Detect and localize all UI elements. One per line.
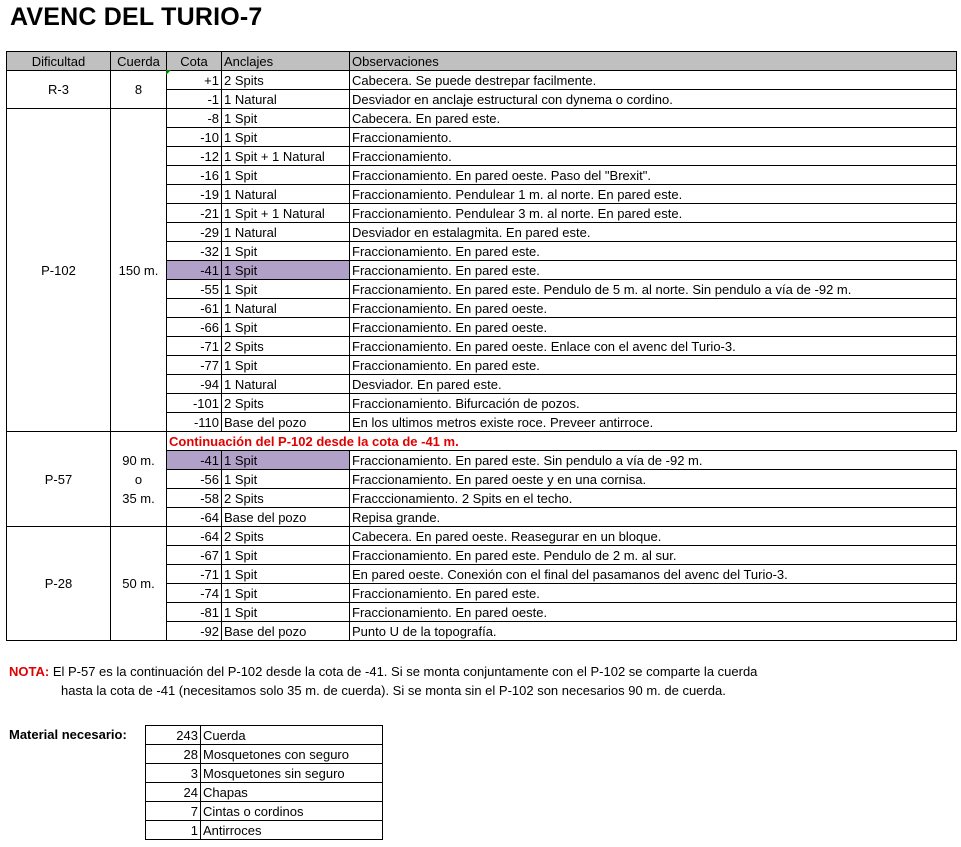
observaciones-cell: En los ultimos metros existe roce. Preveer antirroce. xyxy=(350,413,957,432)
material-row xyxy=(146,802,383,821)
anclajes-cell: 1 Natural xyxy=(222,90,350,109)
material-name: Cintas o cordinos xyxy=(201,802,383,821)
anclajes-cell: 1 Spit xyxy=(222,565,350,584)
cota-cell: -1 xyxy=(167,90,222,109)
header-cuerda: Cuerda xyxy=(111,52,167,71)
observaciones-cell: Cabecera. En pared oeste. Reasegurar en un bloque. xyxy=(350,527,957,546)
anclajes-cell: 1 Natural xyxy=(222,185,350,204)
cota-cell: -16 xyxy=(167,166,222,185)
cota-cell: -58 xyxy=(167,489,222,508)
material-row xyxy=(146,745,383,764)
cota-cell: -8 xyxy=(167,109,222,128)
cuerda-cell xyxy=(111,71,167,109)
cota-cell: -56 xyxy=(167,470,222,489)
material-table xyxy=(145,725,383,840)
note-block xyxy=(9,662,757,700)
observaciones-cell: Fraccionamiento. En pared este. Pendulo de 2 m. al sur. xyxy=(350,546,957,565)
header-cota: Cota xyxy=(167,52,222,71)
anclajes-cell: 1 Spit xyxy=(222,451,350,470)
observaciones-cell: Fraccionamiento. xyxy=(350,128,957,147)
observaciones-cell: Fraccionamiento. En pared este. xyxy=(350,584,957,603)
rigging-table xyxy=(6,51,957,641)
observaciones-cell: Cabecera. En pared este. xyxy=(350,109,957,128)
cuerda-cell xyxy=(111,109,167,432)
table-row xyxy=(7,109,957,128)
header-anclajes: Anclajes xyxy=(222,52,350,71)
observaciones-cell: En pared oeste. Conexión con el final del pasamanos del avenc del Turio-3. xyxy=(350,565,957,584)
cota-cell: -71 xyxy=(167,337,222,356)
cota-cell: -41 xyxy=(167,261,222,280)
observaciones-cell: Repisa grande. xyxy=(350,508,957,527)
material-row xyxy=(146,726,383,745)
anclajes-cell: 2 Spits xyxy=(222,489,350,508)
cota-cell: -67 xyxy=(167,546,222,565)
anclajes-cell: Base del pozo xyxy=(222,413,350,432)
material-label: Material necesario: xyxy=(9,727,127,742)
observaciones-cell: Cabecera. Se puede destrepar facilmente. xyxy=(350,71,957,90)
observaciones-cell: Fraccionamiento. Pendulear 3 m. al norte. En pared este. xyxy=(350,204,957,223)
observaciones-cell: Fraccionamiento. Pendulear 1 m. al norte. En pared este. xyxy=(350,185,957,204)
cell-comment-marker xyxy=(166,70,171,75)
note-label: NOTA: xyxy=(9,664,50,679)
anclajes-cell: 1 Spit xyxy=(222,470,350,489)
cota-cell: -81 xyxy=(167,603,222,622)
observaciones-cell: Fraccionamiento. En pared oeste. xyxy=(350,603,957,622)
observaciones-cell: Fraccionamiento. xyxy=(350,147,957,166)
cuerda-value: o xyxy=(134,471,143,487)
cota-cell: -101 xyxy=(167,394,222,413)
cuerda-cell xyxy=(111,432,167,527)
cota-cell: -29 xyxy=(167,223,222,242)
dificultad-cell: P-28 xyxy=(7,527,111,641)
dificultad-cell: P-102 xyxy=(7,109,111,432)
cota-cell: -10 xyxy=(167,128,222,147)
observaciones-cell: Fraccionamiento. En pared oeste. Paso del "Brexit". xyxy=(350,166,957,185)
cota-cell: -64 xyxy=(167,527,222,546)
observaciones-cell: Fraccionamiento. En pared este. xyxy=(350,356,957,375)
cuerda-value: 8 xyxy=(134,82,143,97)
anclajes-cell: 2 Spits xyxy=(222,394,350,413)
anclajes-cell: 2 Spits xyxy=(222,527,350,546)
observaciones-cell: Fraccionamiento. En pared oeste y en una cornisa. xyxy=(350,470,957,489)
observaciones-cell: Desviador. En pared este. xyxy=(350,375,957,394)
dificultad-cell: R-3 xyxy=(7,71,111,109)
anclajes-cell: 1 Natural xyxy=(222,223,350,242)
header-observaciones: Observaciones xyxy=(350,52,957,71)
cota-cell: -12 xyxy=(167,147,222,166)
material-row xyxy=(146,764,383,783)
anclajes-cell: 2 Spits xyxy=(222,337,350,356)
material-qty: 7 xyxy=(146,802,201,821)
continuation-note: Continuación del P-102 desde la cota de -41 m. xyxy=(167,432,957,451)
material-name: Cuerda xyxy=(201,726,383,745)
material-name: Mosquetones con seguro xyxy=(201,745,383,764)
cota-cell: -71 xyxy=(167,565,222,584)
anclajes-cell: 1 Spit xyxy=(222,356,350,375)
cuerda-value: 50 m. xyxy=(122,576,155,591)
cota-cell: -92 xyxy=(167,622,222,641)
anclajes-cell: 1 Spit xyxy=(222,603,350,622)
table-row xyxy=(7,71,957,90)
cota-cell: -32 xyxy=(167,242,222,261)
cota-cell: -94 xyxy=(167,375,222,394)
observaciones-cell: Fraccionamiento. Bifurcación de pozos. xyxy=(350,394,957,413)
note-line-1: El P-57 es la continuación del P-102 desde la cota de -41. Si se monta conjuntamente con el P-102 se comparte la cuerda xyxy=(49,664,758,679)
continuation-row xyxy=(7,432,957,451)
observaciones-cell: Fraccionamiento. En pared este. xyxy=(350,242,957,261)
table-header-row xyxy=(7,52,957,71)
cuerda-value: 150 m. xyxy=(118,262,159,278)
material-qty: 28 xyxy=(146,745,201,764)
material-body xyxy=(146,726,383,840)
material-row xyxy=(146,821,383,840)
cota-cell: -66 xyxy=(167,318,222,337)
material-name: Mosquetones sin seguro xyxy=(201,764,383,783)
material-qty: 24 xyxy=(146,783,201,802)
cota-cell: -19 xyxy=(167,185,222,204)
material-row xyxy=(146,783,383,802)
observaciones-cell: Fraccionamiento. En pared oeste. xyxy=(350,299,957,318)
anclajes-cell: 1 Spit xyxy=(222,166,350,185)
anclajes-cell: 1 Spit xyxy=(222,261,350,280)
cota-cell: -64 xyxy=(167,508,222,527)
dificultad-cell: P-57 xyxy=(7,432,111,527)
material-qty: 243 xyxy=(146,726,201,745)
note-line-2: hasta la cota de -41 (necesitamos solo 35 m. de cuerda). Si se monta sin el P-102 son necesarios 90 m. de cuerda. xyxy=(61,683,726,698)
cota-cell: -61 xyxy=(167,299,222,318)
page-title: AVENC DEL TURIO-7 xyxy=(10,3,263,31)
anclajes-cell: 1 Spit + 1 Natural xyxy=(222,147,350,166)
cuerda-value: 90 m. xyxy=(122,452,155,468)
observaciones-cell: Punto U de la topografía. xyxy=(350,622,957,641)
cota-cell: -74 xyxy=(167,584,222,603)
anclajes-cell: 2 Spits xyxy=(222,71,350,90)
observaciones-cell: Fraccionamiento. En pared este. Sin pendulo a vía de -92 m. xyxy=(350,451,957,470)
observaciones-cell: Desviador en anclaje estructural con dynema o cordino. xyxy=(350,90,957,109)
material-qty: 1 xyxy=(146,821,201,840)
cota-cell: -110 xyxy=(167,413,222,432)
anclajes-cell: 1 Spit xyxy=(222,318,350,337)
anclajes-cell: 1 Spit xyxy=(222,280,350,299)
cota-cell: -21 xyxy=(167,204,222,223)
observaciones-cell: Fracccionamiento. 2 Spits en el techo. xyxy=(350,489,957,508)
cota-cell: -77 xyxy=(167,356,222,375)
cuerda-cell xyxy=(111,527,167,641)
anclajes-cell: 1 Spit + 1 Natural xyxy=(222,204,350,223)
anclajes-cell: 1 Spit xyxy=(222,109,350,128)
anclajes-cell: Base del pozo xyxy=(222,508,350,527)
anclajes-cell: 1 Spit xyxy=(222,584,350,603)
observaciones-cell: Fraccionamiento. En pared oeste. xyxy=(350,318,957,337)
header-dificultad: Dificultad xyxy=(7,52,111,71)
anclajes-cell: 1 Spit xyxy=(222,546,350,565)
cuerda-value: 35 m. xyxy=(122,490,155,506)
anclajes-cell: 1 Spit xyxy=(222,242,350,261)
observaciones-cell: Fraccionamiento. En pared este. xyxy=(350,261,957,280)
table-body xyxy=(7,71,957,641)
material-qty: 3 xyxy=(146,764,201,783)
cota-cell: -41 xyxy=(167,451,222,470)
cota-cell: -55 xyxy=(167,280,222,299)
anclajes-cell: 1 Natural xyxy=(222,299,350,318)
table-row xyxy=(7,527,957,546)
anclajes-cell: Base del pozo xyxy=(222,622,350,641)
material-name: Chapas xyxy=(201,783,383,802)
anclajes-cell: 1 Spit xyxy=(222,128,350,147)
observaciones-cell: Desviador en estalagmita. En pared este. xyxy=(350,223,957,242)
anclajes-cell: 1 Natural xyxy=(222,375,350,394)
observaciones-cell: Fraccionamiento. En pared oeste. Enlace con el avenc del Turio-3. xyxy=(350,337,957,356)
observaciones-cell: Fraccionamiento. En pared este. Pendulo de 5 m. al norte. Sin pendulo a vía de -92 m. xyxy=(350,280,957,299)
material-name: Antirroces xyxy=(201,821,383,840)
cota-cell: +1 xyxy=(167,71,222,90)
